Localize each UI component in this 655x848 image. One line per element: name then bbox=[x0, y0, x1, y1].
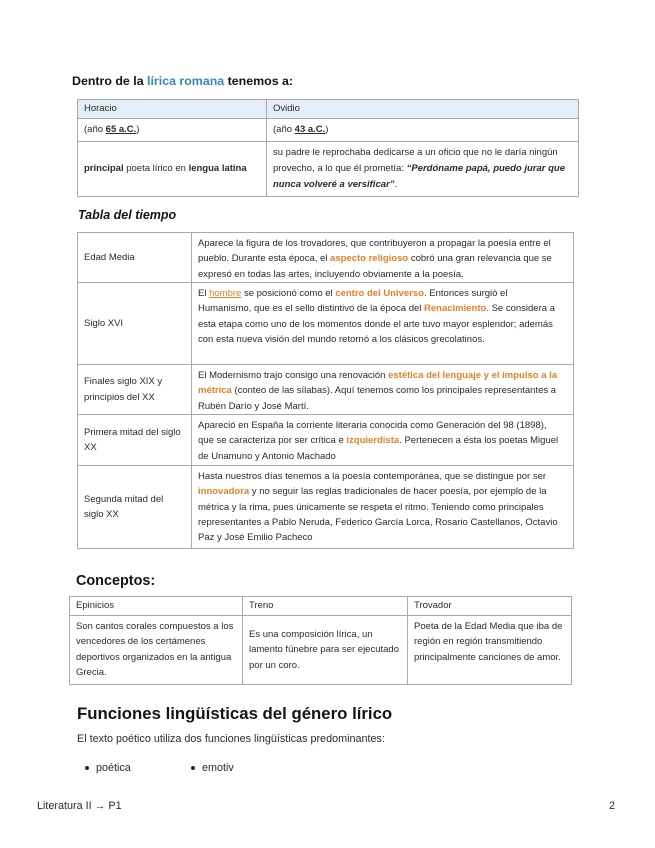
table-header-cell-ovidio: Ovidio bbox=[267, 100, 579, 119]
text-run: ) bbox=[325, 124, 329, 135]
text-run: Aparece la figura de los trovadores, que contribuyeron a propagar la poesía entre el pueblo. Durante esta época, el bbox=[198, 238, 551, 265]
period-label: Segunda mitad del siglo XX bbox=[78, 466, 192, 549]
bullet-icon bbox=[85, 766, 89, 770]
bullet-icon bbox=[191, 766, 195, 770]
table-row bbox=[70, 616, 572, 685]
text-run: ) bbox=[136, 124, 140, 135]
text-run: su padre le reprochaba dedicarse a un oficio que no le daría ningún provecho, a lo que él prometía: bbox=[273, 146, 558, 174]
table-row bbox=[78, 415, 574, 466]
emphasis-text: “Perdóname papá, puedo jurar que nunca volveré a versificar” bbox=[273, 162, 565, 191]
highlighted-text: innovadora bbox=[198, 486, 250, 498]
emphasis-text: lengua latina bbox=[188, 163, 247, 174]
linked-text[interactable]: 65 a.C. bbox=[105, 124, 137, 135]
list-item-text: poética bbox=[96, 761, 131, 774]
table-row-dates bbox=[78, 119, 579, 142]
section-heading-funciones: Funciones lingüísticas del género lírico bbox=[77, 704, 393, 723]
concept-definition: Es una composición lírica, un lamento fúnebre para ser ejecutado por un coro. bbox=[243, 616, 408, 685]
table-cell-description bbox=[78, 142, 267, 197]
table-cell-date bbox=[78, 119, 267, 142]
intro-paragraph: El texto poético utiliza dos funciones lingüísticas predominantes: bbox=[77, 732, 385, 745]
list-item bbox=[202, 762, 234, 775]
text-run: (año bbox=[84, 124, 106, 135]
table-row bbox=[78, 283, 574, 365]
text-run: Hasta nuestros días tenemos a la poesía contemporánea, que se distingue por ser bbox=[198, 471, 547, 482]
text-run: cobró una gran relevancia que se expresó en todas las artes, incluyendo obviamente a la poesía. bbox=[198, 253, 552, 280]
text-run: se posicionó como el bbox=[241, 288, 336, 299]
footer-breadcrumb: Literatura II → P1 bbox=[37, 799, 122, 812]
period-label: Siglo XVI bbox=[78, 283, 192, 365]
list-item bbox=[96, 762, 131, 775]
table-row bbox=[78, 466, 574, 549]
text-run: . bbox=[394, 179, 398, 191]
period-label: Primera mitad del siglo XX bbox=[78, 415, 192, 466]
text-run: . Entonces surgió el Humanismo, que es el sello distintivo de la época del bbox=[198, 288, 508, 315]
period-label: Finales siglo XIX y principios del XX bbox=[78, 365, 192, 415]
text-run: Dentro de la bbox=[72, 73, 148, 88]
emphasis-text: principal bbox=[84, 163, 124, 174]
text-run: y no seguir las reglas tradicionales de hacer poesía, por ejemplo de la métrica y la rima, pues únicamente se respeta el ritmo. Teniendo como principales representantes a Pablo Neruda, Federico García Lorca, Rosario Castellanos, Octavio Paz y José Emilio Pacheco bbox=[198, 486, 558, 544]
concept-definition: Son cantos corales compuestos a los vencedores de los certámenes deportivos organizados en la antigua Grecia. bbox=[70, 616, 243, 685]
highlighted-text: izquierdista bbox=[346, 435, 400, 447]
table-cell-date bbox=[267, 119, 579, 142]
table-header-cell-horacio: Horacio bbox=[78, 100, 267, 119]
table-row-descriptions bbox=[78, 142, 579, 197]
highlighted-text: aspecto religioso bbox=[330, 253, 409, 265]
linked-text[interactable]: 43 a.C. bbox=[294, 124, 326, 135]
text-run: . Se considera a esta etapa como uno de los momentos donde el arte tuvo mayor esplendor; además con esta nueva visión del mundo retornó a los clásicos grecolatinos. bbox=[198, 303, 555, 345]
period-label: Edad Media bbox=[78, 233, 192, 283]
poets-table bbox=[77, 99, 579, 197]
table-cell-description bbox=[267, 142, 579, 197]
period-description bbox=[192, 283, 574, 365]
text-run: poeta lírico en bbox=[123, 163, 189, 174]
text-run: (conteo de las sílabas). Aquí tenemos como los principales representantes a Rubén Darío y José Martí. bbox=[198, 385, 557, 412]
page-number: 2 bbox=[609, 799, 616, 812]
concept-definition: Poeta de la Edad Media que iba de región en región transmitiendo principalmente canciones de amor. bbox=[408, 616, 572, 685]
table-header-row bbox=[70, 597, 572, 616]
table-header-cell-epinicios: Epinicios bbox=[70, 597, 243, 616]
table-header-cell-treno: Treno bbox=[243, 597, 408, 616]
highlighted-text: Renacimiento bbox=[424, 303, 487, 315]
period-description bbox=[192, 415, 574, 466]
linked-text[interactable]: hombre bbox=[209, 288, 242, 299]
text-run: . Pertenecen a ésta los poetas Miguel de Unamuno y Antonio Machado bbox=[198, 435, 559, 462]
period-description bbox=[192, 233, 574, 283]
text-run: tenemos a: bbox=[224, 73, 294, 88]
section-heading-conceptos: Conceptos: bbox=[76, 572, 156, 589]
section-heading-lirica-romana bbox=[72, 74, 293, 89]
table-header-row bbox=[78, 100, 579, 119]
concepts-table bbox=[69, 596, 572, 685]
period-description bbox=[192, 466, 574, 549]
section-heading-tabla-del-tiempo: Tabla del tiempo bbox=[78, 207, 177, 222]
table-row bbox=[78, 233, 574, 283]
period-description bbox=[192, 365, 574, 415]
highlighted-text: estética del lenguaje y el impulso a la métrica bbox=[198, 370, 558, 397]
highlighted-text: lírica romana bbox=[147, 73, 225, 88]
timeline-table bbox=[77, 232, 574, 549]
text-run: El bbox=[198, 288, 210, 299]
highlighted-text: centro del Universo bbox=[335, 288, 425, 299]
text-run: El Modernismo trajo consigo una renovación bbox=[198, 370, 389, 381]
text-run: Apareció en España la corriente literaria conocida como Generación del 98 (1898), que se caracteriza por ser crítica e bbox=[198, 420, 547, 447]
text-run: (año bbox=[273, 124, 295, 135]
list-item-text: emotiv bbox=[202, 761, 234, 774]
table-row bbox=[78, 365, 574, 415]
table-header-cell-trovador: Trovador bbox=[408, 597, 572, 616]
